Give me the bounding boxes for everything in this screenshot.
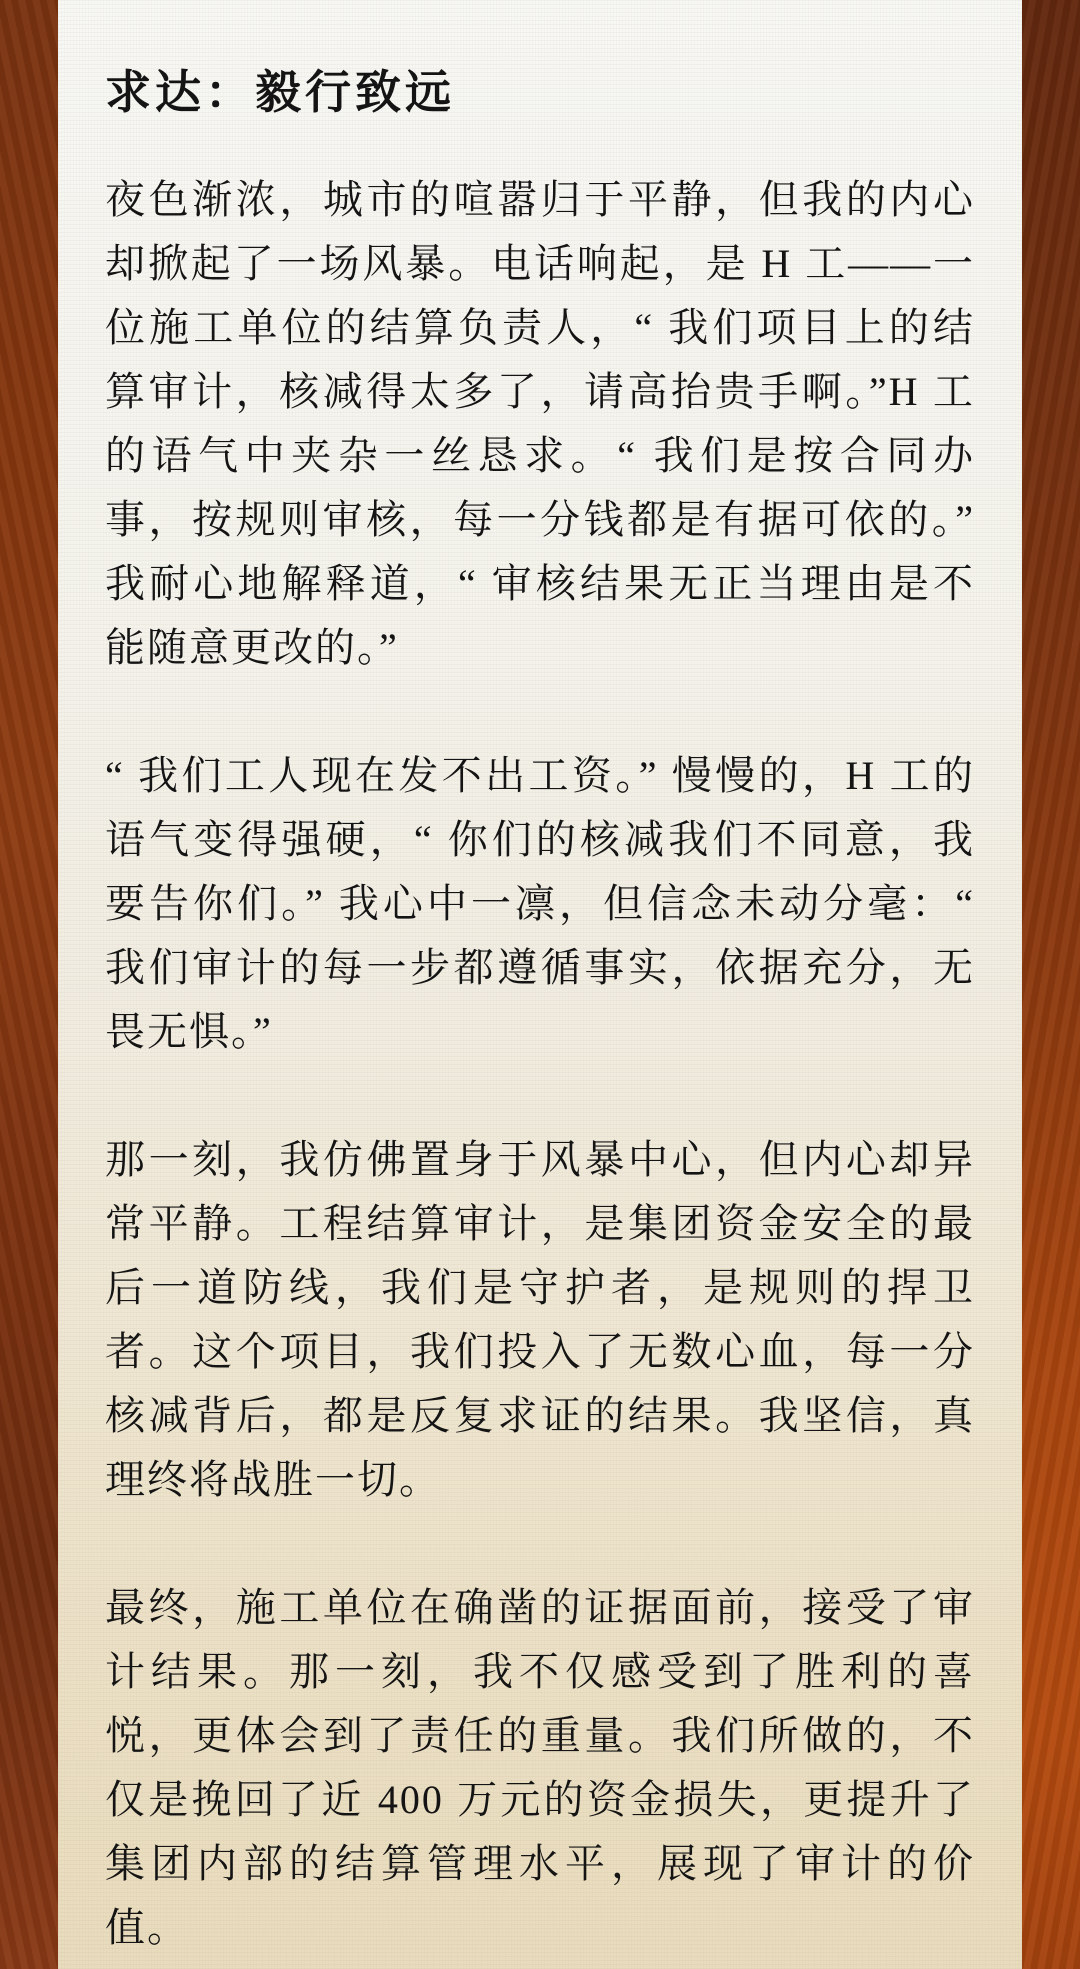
- article-title: 求达：毅行致远: [105, 67, 455, 118]
- paper-background: [58, 0, 1022, 1969]
- article-content: [58, 0, 1022, 1960]
- paragraph-calm-resolve: 那一刻，我仿佛置身于风暴中心，但内心却异常平静。工程结算审计，是集团资金安全的最后一道防线，我们是守护者，是规则的捍卫者。这个项目，我们投入了无数心血，每一分核减背后，都是反复求证的结果。我坚信，真理终将战胜一切。: [105, 1137, 975, 1502]
- paragraph-outcome: 最终，施工单位在确凿的证据面前，接受了审计结果。那一刻，我不仅感受到了胜利的喜悦，更体会到了责任的重量。我们所做的，不仅是挽回了近 400 万元的资金损失，更提升了集团内部的结算管理水平，展现了审计的价值。: [105, 1585, 975, 1950]
- paragraph-phone-call: 夜色渐浓，城市的喧嚣归于平静，但我的内心却掀起了一场风暴。电话响起，是 H 工——一位施工单位的结算负责人，“ 我们项目上的结算审计，核减得太多了，请高抬贵手啊。”H 工的语气中夹杂一丝恳求。“ 我们是按合同办事，按规则审核，每一分钱都是有据可依的。” 我耐心地解释道，“ 审核结果无正当理由是不能随意更改的。”: [105, 177, 975, 670]
- left-wood-border: [0, 0, 58, 1969]
- right-wood-border: [1022, 0, 1080, 1969]
- paragraph-threat: “ 我们工人现在发不出工资。” 慢慢的，H 工的语气变得强硬，“ 你们的核减我们不同意，我要告你们。” 我心中一凛，但信念未动分毫：“ 我们审计的每一步都遵循事实，依据充分，无畏无惧。”: [105, 753, 975, 1054]
